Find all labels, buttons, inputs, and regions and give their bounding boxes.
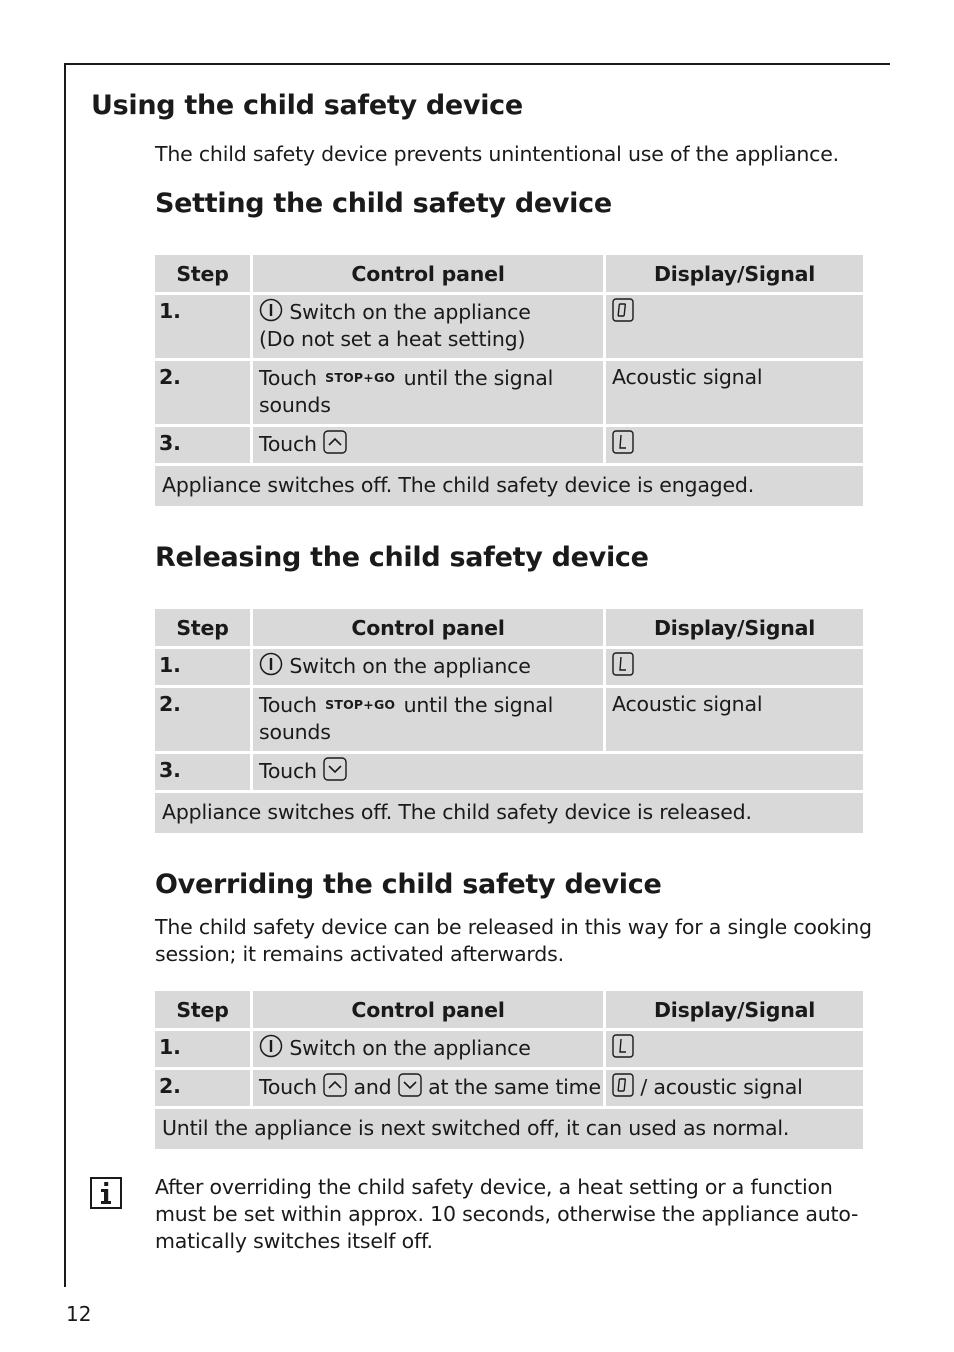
overriding-heading: Overriding the child safety device	[155, 869, 662, 900]
power-icon	[259, 298, 283, 322]
stop-go-key-label: STOP+GO	[325, 697, 396, 712]
control-text: Switch on the appliance	[289, 300, 531, 324]
control-text: until the signal	[403, 366, 554, 390]
control-text: and	[353, 1075, 392, 1099]
overriding-steps-table	[155, 988, 863, 1152]
power-icon	[259, 652, 283, 676]
table-row	[155, 361, 863, 424]
table-note-row	[155, 793, 863, 833]
table-row	[155, 295, 863, 358]
display-cell	[603, 295, 863, 358]
step-number: 1.	[155, 1031, 250, 1067]
overriding-intro-text: The child safety device can be released in this way for a single cooking session; it remains activated afterwards.	[155, 915, 872, 966]
releasing-steps-table	[155, 606, 863, 836]
table-row	[155, 754, 863, 790]
header-step: Step	[155, 991, 250, 1028]
step-number: 3.	[155, 427, 250, 463]
table-row	[155, 649, 863, 685]
table-note: Appliance switches off. The child safety device is released.	[155, 793, 863, 833]
arrow-up-key-icon	[323, 1073, 347, 1097]
table-row	[155, 427, 863, 463]
display-cell	[603, 1070, 863, 1106]
arrow-up-key-icon	[323, 430, 347, 454]
step-number: 3.	[155, 754, 250, 790]
info-note: After overriding the child safety device, a heat setting or a function must be set within approx. 10 seconds, otherwise the appliance auto-matically switches itself off.	[155, 1175, 859, 1253]
table-row	[155, 1031, 863, 1067]
header-step: Step	[155, 609, 250, 646]
intro-text: The child safety device prevents unintentional use of the appliance.	[155, 142, 839, 166]
step-number: 2.	[155, 1070, 250, 1106]
control-text: at the same time	[428, 1075, 601, 1099]
arrow-down-key-icon	[398, 1073, 422, 1097]
header-display-signal: Display/Signal	[603, 609, 863, 646]
main-heading: Using the child safety device	[91, 90, 523, 121]
control-text: sounds	[259, 393, 331, 417]
control-text: Touch	[259, 1075, 317, 1099]
control-cell	[250, 295, 603, 358]
display-zero-icon	[612, 298, 634, 322]
control-cell	[250, 754, 863, 790]
control-text: Touch	[259, 693, 317, 717]
step-number: 2.	[155, 688, 250, 751]
control-text: Switch on the appliance	[289, 654, 531, 678]
table-header-row	[155, 255, 863, 292]
step-number: 1.	[155, 649, 250, 685]
display-cell: Acoustic signal	[603, 688, 863, 751]
page-frame-left-rule	[64, 63, 66, 1287]
display-cell	[603, 649, 863, 685]
display-text: / acoustic signal	[640, 1075, 803, 1099]
control-cell	[250, 649, 603, 685]
control-text: Switch on the appliance	[289, 1036, 531, 1060]
display-cell	[603, 427, 863, 463]
control-cell	[250, 361, 603, 424]
page-number: 12	[66, 1302, 92, 1326]
info-icon	[90, 1177, 122, 1209]
table-header-row	[155, 609, 863, 646]
control-cell	[250, 688, 603, 751]
header-display-signal: Display/Signal	[603, 255, 863, 292]
display-lock-icon	[612, 652, 634, 676]
header-control-panel: Control panel	[250, 991, 603, 1028]
releasing-heading: Releasing the child safety device	[155, 542, 649, 573]
control-text: until the signal	[403, 693, 554, 717]
header-control-panel: Control panel	[250, 609, 603, 646]
control-cell	[250, 1031, 603, 1067]
arrow-down-key-icon	[323, 757, 347, 781]
header-display-signal: Display/Signal	[603, 991, 863, 1028]
display-zero-icon	[612, 1073, 634, 1097]
display-lock-icon	[612, 430, 634, 454]
display-cell	[603, 1031, 863, 1067]
setting-steps-table	[155, 252, 863, 509]
control-cell	[250, 1070, 603, 1106]
setting-heading: Setting the child safety device	[155, 188, 612, 219]
table-note-row	[155, 466, 863, 506]
control-text: (Do not set a heat setting)	[259, 327, 526, 351]
table-header-row	[155, 991, 863, 1028]
step-number: 2.	[155, 361, 250, 424]
display-lock-icon	[612, 1034, 634, 1058]
table-note: Until the appliance is next switched off, it can used as normal.	[155, 1109, 863, 1149]
table-row	[155, 1070, 863, 1106]
power-icon	[259, 1034, 283, 1058]
table-row	[155, 688, 863, 751]
control-text: Touch	[259, 366, 317, 390]
header-control-panel: Control panel	[250, 255, 603, 292]
control-cell	[250, 427, 603, 463]
control-text: sounds	[259, 720, 331, 744]
header-step: Step	[155, 255, 250, 292]
page-frame-top-rule	[64, 63, 890, 65]
table-note-row	[155, 1109, 863, 1149]
table-note: Appliance switches off. The child safety device is engaged.	[155, 466, 863, 506]
control-text: Touch	[259, 759, 317, 783]
display-cell: Acoustic signal	[603, 361, 863, 424]
stop-go-key-label: STOP+GO	[325, 370, 396, 385]
control-text: Touch	[259, 432, 317, 456]
step-number: 1.	[155, 295, 250, 358]
